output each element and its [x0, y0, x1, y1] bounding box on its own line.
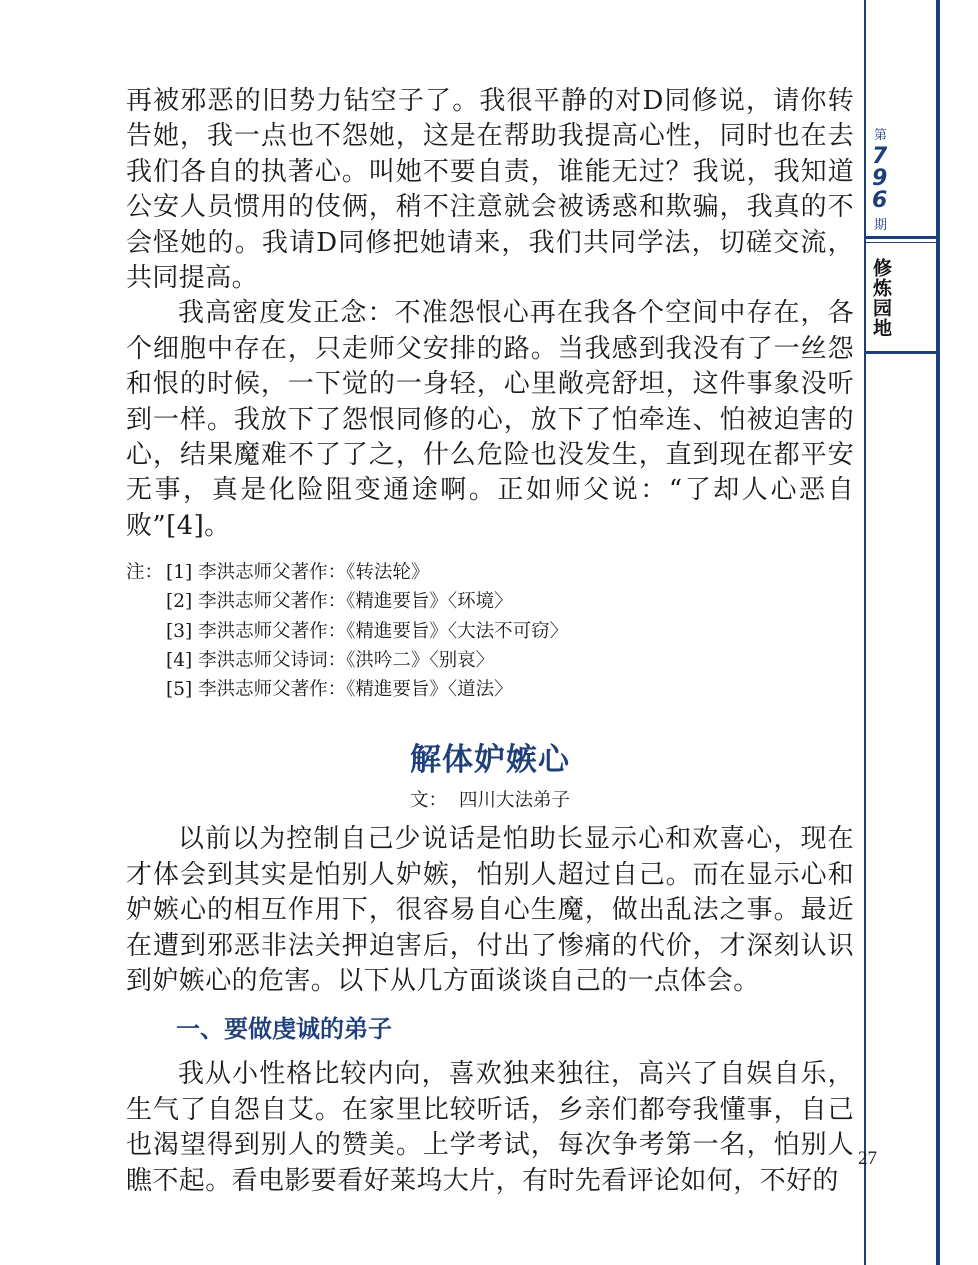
footnote-text: [5] 李洪志师父著作：《精進要旨》〈道法〉 — [166, 679, 513, 701]
footnote-text: [3] 李洪志师父著作：《精進要旨》〈大法不可窃〉 — [166, 620, 569, 642]
footnote-item — [126, 558, 854, 587]
article-intro-paragraph: 以前以为控制自己少说话是怕助长显示心和欢喜心，现在才体会到其实是怕别人妒嫉，怕别人超过自己。而在显示心和妒嫉心的相互作用下，很容易自心生魔，做出乱法之事。最近在遭到邪恶非法关押迫害后，付出了惨痛的代价，才深刻认识到妒嫉心的危害。以下从几方面谈谈自己的一点体会。 — [126, 824, 854, 996]
section-tag: 修炼园地 — [870, 258, 892, 338]
footnote-text: [2] 李洪志师父著作：《精進要旨》〈环境〉 — [166, 591, 513, 613]
issue-suffix: 期 — [874, 218, 888, 233]
article-title: 解体妒嫉心 — [410, 742, 570, 779]
section-band-top-rule — [866, 236, 940, 239]
issue-number-block — [866, 118, 936, 236]
side-tab-edge-rule — [936, 0, 940, 1265]
main-column — [126, 84, 854, 1199]
section-band-thin-rule — [866, 242, 940, 243]
footnote-text: [1] 李洪志师父著作：《转法轮》 — [166, 562, 430, 584]
issue-digit: 9 — [872, 166, 888, 191]
byline-author: 四川大法弟子 — [459, 790, 571, 812]
footnote-item — [126, 646, 854, 675]
footnote-item — [126, 675, 854, 704]
body-paragraph: 再被邪恶的旧势力钻空子了。我很平静的对D同修说，请你转告她，我一点也不怨她，这是在帮助我提高心性，同时也在去我们各自的执著心。叫她不要自责，谁能无过？我说，我知道公安人员惯用的伎俩，稍不注意就会被诱惑和欺骗，我真的不会怪她的。我请D同修把她请来，我们共同学法，切磋交流，共同提高。 — [126, 86, 854, 294]
footnote-text: [4] 李洪志师父诗词：《洪吟二》〈别哀〉 — [166, 649, 495, 671]
body-paragraph: 我从小性格比较内向，喜欢独来独往，高兴了自娱自乐，生气了自怨自艾。在家里比较听话，乡亲们都夸我懂事，自己也渴望得到别人的赞美。上学考试，每次争考第一名，怕别人瞧不起。看电影要看好莱坞大片，有时先看评论如何，不好的 — [126, 1059, 854, 1196]
byline-label: 文： — [409, 790, 447, 812]
issue-prefix: 第 — [874, 128, 888, 143]
footnote-item — [126, 617, 854, 646]
section-heading: 一、要做虔诚的弟子 — [176, 1015, 392, 1044]
issue-digit: 7 — [872, 144, 888, 169]
footnote-item — [126, 587, 854, 616]
body-paragraph: 我高密度发正念：不准怨恨心再在我各个空间中存在，各个细胞中存在，只走师父安排的路。当我感到我没有了一丝怨和恨的时候，一下觉的一身轻，心里敞亮舒坦，这件事象没听到一样。我放下了怨恨同修的心，放下了怕牵连、怕被迫害的心，结果魔难不了了之，什么危险也没发生，直到现在都平安无事，真是化险阻变通途啊。正如师父说：“了却人心恶自败”[4]。 — [126, 298, 854, 541]
article-byline — [126, 788, 854, 814]
issue-digit: 6 — [872, 188, 888, 213]
footnotes — [126, 558, 854, 704]
section-band-bottom-rule — [866, 351, 940, 354]
footnote-lead: 注： — [126, 562, 164, 584]
page-number: 27 — [858, 1148, 877, 1169]
